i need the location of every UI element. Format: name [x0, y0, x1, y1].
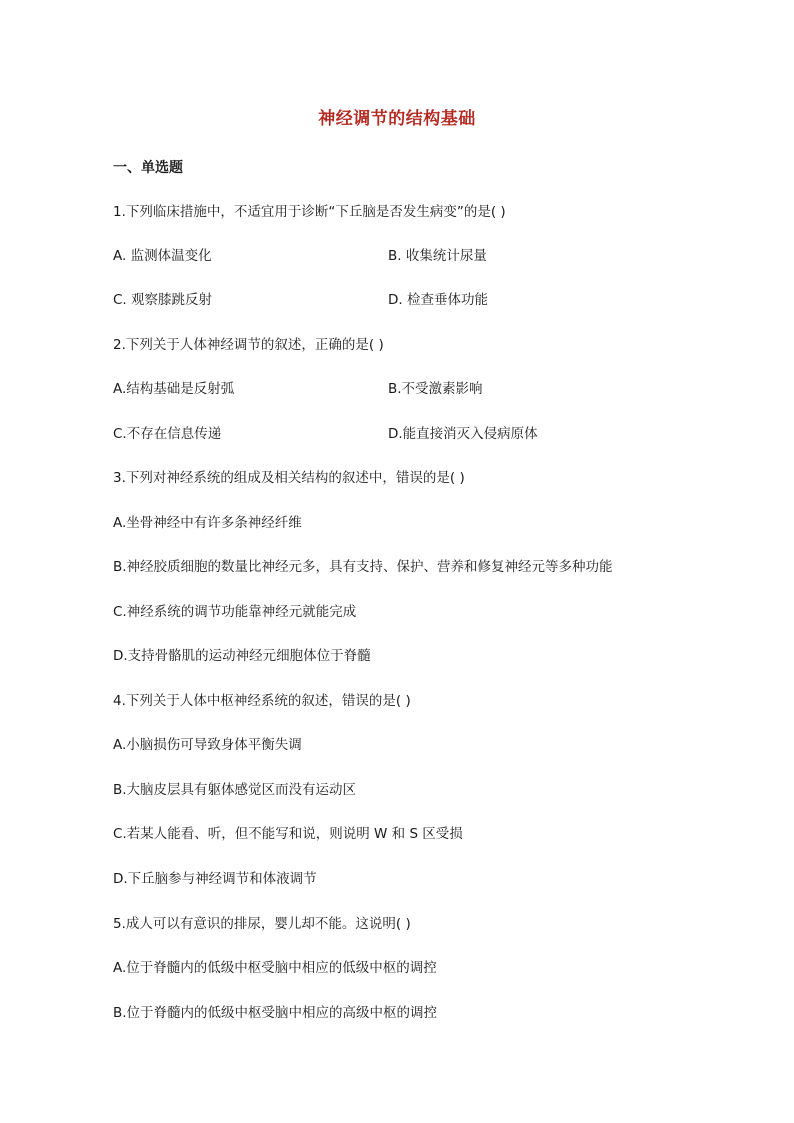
question-2-stem: 2.下列关于人体神经调节的叙述，正确的是( ) [113, 337, 384, 353]
question-4-stem: 4.下列关于人体中枢神经系统的叙述，错误的是( ) [113, 693, 411, 709]
question-1-option-b: B. 收集统计尿量 [388, 248, 487, 264]
question-3-option-b: B.神经胶质细胞的数量比神经元多，具有支持、保护、营养和修复神经元等多种功能 [113, 559, 613, 575]
question-3-option-a: A.坐骨神经中有许多条神经纤维 [113, 515, 302, 531]
question-5-stem: 5.成人可以有意识的排尿，婴儿却不能。这说明( ) [113, 916, 411, 932]
question-2-option-b: B.不受激素影响 [388, 381, 483, 397]
section-heading: 一、单选题 [113, 160, 183, 176]
question-2-option-a: A.结构基础是反射弧 [113, 381, 235, 397]
question-5-option-b: B.位于脊髓内的低级中枢受脑中相应的高级中枢的调控 [113, 1005, 438, 1021]
question-4-option-d: D.下丘脑参与神经调节和体液调节 [113, 871, 317, 887]
question-1-option-d: D. 检查垂体功能 [388, 292, 488, 308]
question-1-option-c: C. 观察膝跳反射 [113, 292, 213, 308]
question-5-option-a: A.位于脊髓内的低级中枢受脑中相应的低级中枢的调控 [113, 960, 437, 976]
question-4-option-a: A.小脑损伤可导致身体平衡失调 [113, 737, 302, 753]
page-title: 神经调节的结构基础 [318, 109, 476, 129]
question-1-stem: 1.下列临床措施中，不适宜用于诊断“下丘脑是否发生病变”的是( ) [113, 204, 506, 220]
question-4-option-c: C.若某人能看、听，但不能写和说，则说明 W 和 S 区受损 [113, 826, 463, 842]
question-2-option-c: C.不存在信息传递 [113, 426, 222, 442]
question-4-option-b: B.大脑皮层具有躯体感觉区而没有运动区 [113, 782, 357, 798]
question-3-option-d: D.支持骨骼肌的运动神经元细胞体位于脊髓 [113, 648, 371, 664]
question-1-option-a: A. 监测体温变化 [113, 248, 212, 264]
question-2-option-d: D.能直接消灭入侵病原体 [388, 426, 538, 442]
question-3-stem: 3.下列对神经系统的组成及相关结构的叙述中，错误的是( ) [113, 470, 465, 486]
question-3-option-c: C.神经系统的调节功能靠神经元就能完成 [113, 604, 357, 620]
